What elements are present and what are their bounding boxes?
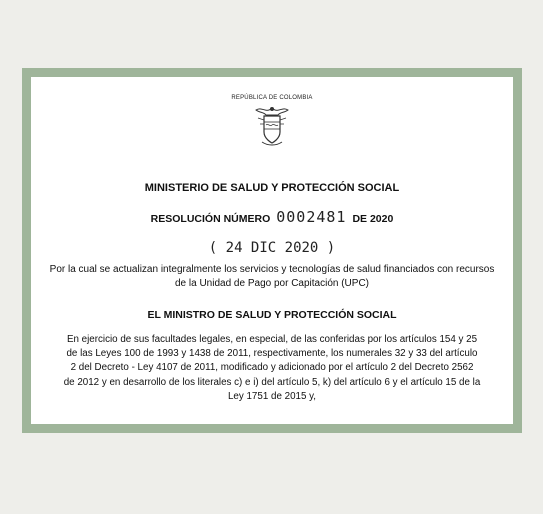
resolution-date: ( 24 DIC 2020 ) (208, 240, 336, 256)
image-frame (22, 68, 522, 433)
body-line: En ejercicio de sus facultades legales, en especial, de las conferidas por los artículos 154 y 25 (66, 334, 478, 345)
resolution-subject: Por la cual se actualizan integralmente los servicios y tecnologías de salud financiados con recursos de la Unidad de Pago por Capitación (UPC) (49, 264, 495, 289)
coat-of-arms-icon (252, 104, 292, 148)
body-line: de las Leyes 100 de 1993 y 1438 de 2011, respectivamente, los numerales 32 y 33 del artículo (66, 348, 478, 360)
republic-label: REPÚBLICA DE COLOMBIA (231, 95, 313, 101)
minister-heading: EL MINISTRO DE SALUD Y PROTECCIÓN SOCIAL (147, 309, 397, 321)
resolution-prefix: RESOLUCIÓN NÚMERO (150, 213, 271, 225)
ministry-title: MINISTERIO DE SALUD Y PROTECCIÓN SOCIAL (144, 182, 400, 194)
body-line: de 2012 y en desarrollo de los literales c) e i) del artículo 5, k) del artículo 6 y el artículo 15 de la (63, 376, 481, 388)
body-line: Ley 1751 de 2015 y, (227, 390, 317, 402)
resolution-year: DE 2020 (352, 213, 394, 225)
resolution-number: 0002481 (276, 208, 347, 226)
document-page (31, 77, 513, 424)
body-line: 2 del Decreto - Ley 4107 de 2011, modificado y adicionado por el artículo 2 del Decreto 2562 (70, 362, 474, 374)
resolution-line (31, 208, 513, 226)
body-paragraph (39, 333, 505, 404)
